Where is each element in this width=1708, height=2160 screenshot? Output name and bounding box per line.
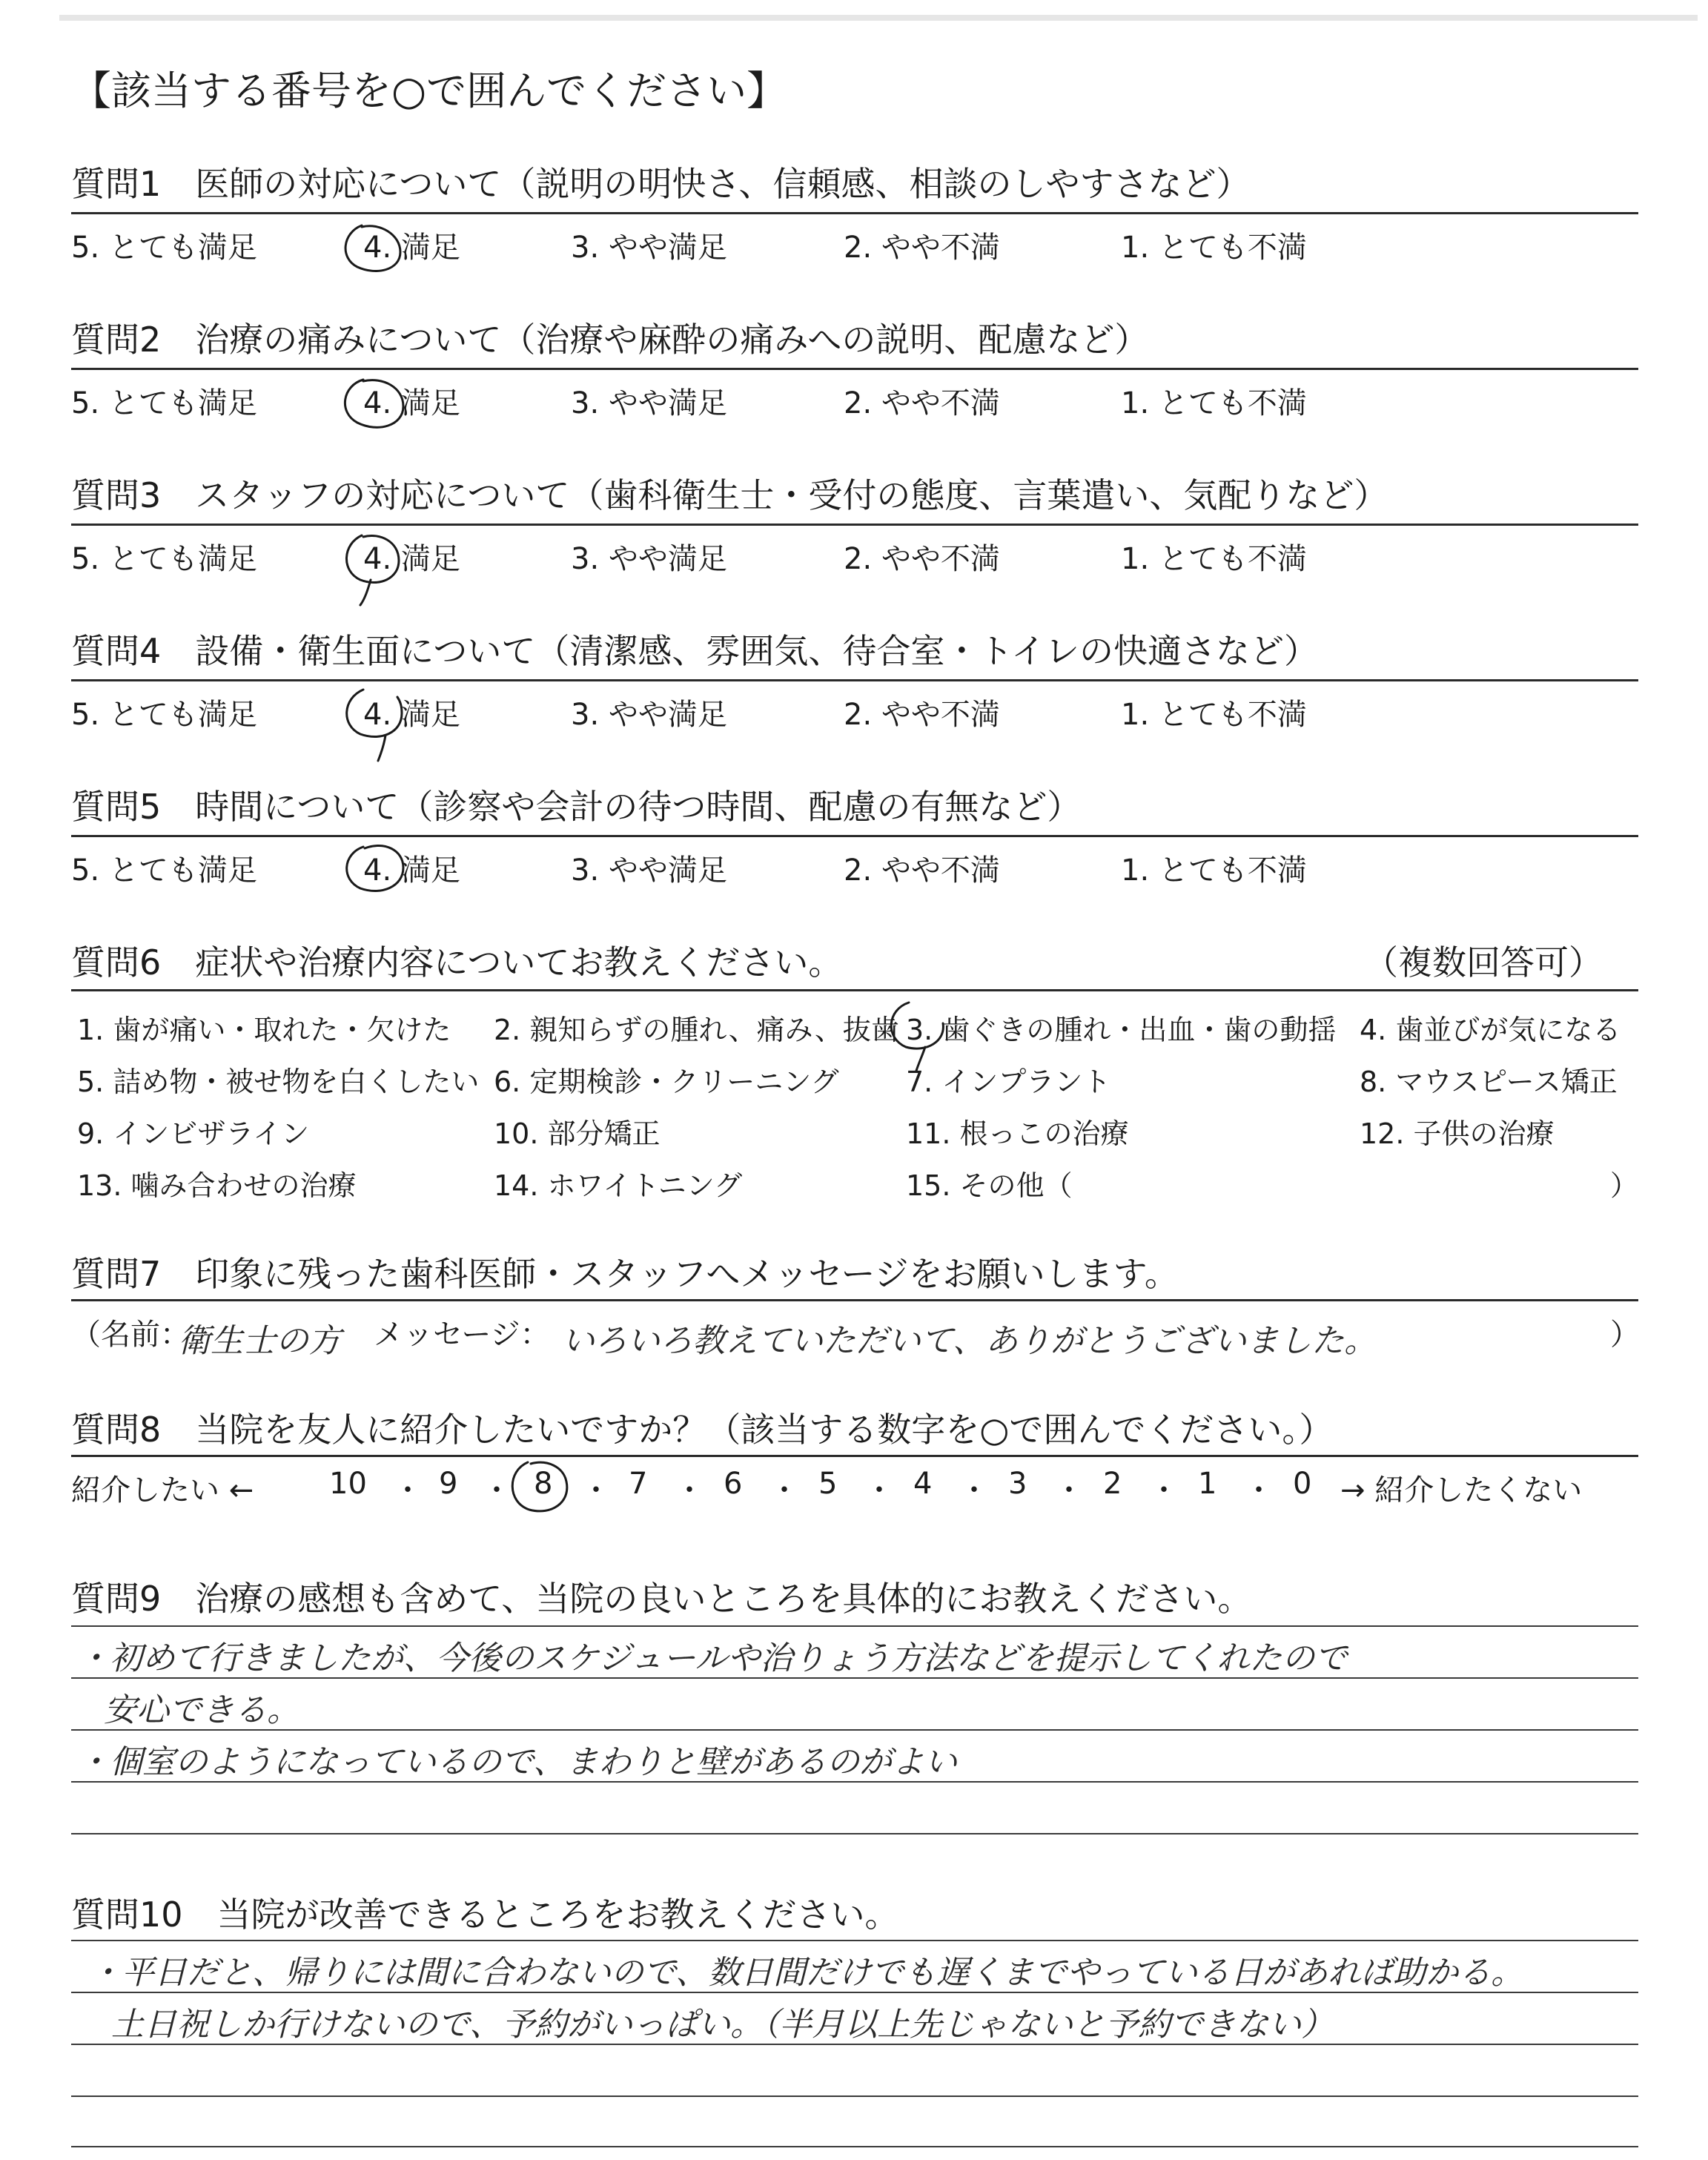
symptom-option[interactable]: 11. 根っこの治療 xyxy=(906,1117,1129,1150)
question-title: 質問4 設備・衛生面について（清潔感、雰囲気、待合室・トイレの快適さなど） xyxy=(71,631,1319,671)
divider xyxy=(71,368,1638,370)
answer-line xyxy=(71,1677,1638,1679)
score-8[interactable]: 8 xyxy=(534,1467,553,1501)
answer-handwritten-line[interactable]: ・初めて行きましたが、今後のスケジュールや治りょう方法などを提示してくれたので xyxy=(77,1639,1348,1677)
answer-handwritten-line[interactable]: ・平日だと、帰りには間に合わないので、数日間だけでも遅くまでやっている日があれば助かる。 xyxy=(89,1954,1524,1992)
divider xyxy=(71,679,1638,681)
multiple-answer-note: （複数回答可） xyxy=(1364,942,1603,982)
option-1[interactable]: 1. とても不満 xyxy=(1121,231,1307,265)
page-header: 【該当する番号を○で囲んでください】 xyxy=(71,67,787,114)
symptom-option[interactable]: 14. ホワイトニング xyxy=(494,1169,743,1202)
other-close-paren: ） xyxy=(1610,1169,1639,1202)
divider xyxy=(71,835,1638,837)
question-title: 質問6 症状や治療内容についてお教えください。 xyxy=(71,942,843,982)
option-2[interactable]: 2. やや不満 xyxy=(844,698,1000,732)
symptom-option[interactable]: 13. 噛み合わせの治療 xyxy=(77,1169,357,1202)
answer-line xyxy=(71,1833,1638,1834)
recommend-right-label: → 紹介したくない xyxy=(1340,1473,1583,1507)
answer-handwritten-line[interactable]: 安心できる。 xyxy=(104,1691,299,1729)
divider xyxy=(71,212,1638,214)
score-0[interactable]: 0 xyxy=(1293,1467,1312,1501)
question-title: 質問10 当院が改善できるところをお教えください。 xyxy=(71,1895,899,1935)
dot-separator: ・ xyxy=(959,1473,989,1507)
symptom-option[interactable]: 12. 子供の治療 xyxy=(1360,1117,1555,1150)
option-1[interactable]: 1. とても不満 xyxy=(1121,542,1307,576)
option-4[interactable]: 4. 満足 xyxy=(363,386,460,420)
answer-line xyxy=(71,1625,1638,1627)
option-5[interactable]: 5. とても満足 xyxy=(71,853,257,888)
option-3[interactable]: 3. やや満足 xyxy=(571,853,727,888)
option-5[interactable]: 5. とても満足 xyxy=(71,386,257,420)
symptom-option[interactable]: 7. インプラント xyxy=(906,1066,1111,1098)
divider xyxy=(71,1299,1638,1301)
score-3[interactable]: 3 xyxy=(1008,1467,1027,1501)
name-label: （名前： xyxy=(71,1318,190,1352)
score-9[interactable]: 9 xyxy=(439,1467,458,1501)
option-4[interactable]: 4. 満足 xyxy=(363,853,460,888)
question-title: 質問3 スタッフの対応について（歯科衛生士・受付の態度、言葉遣い、気配りなど） xyxy=(71,475,1388,515)
answer-line xyxy=(71,1729,1638,1731)
question-title: 質問8 当院を友人に紹介したいですか？（該当する数字を○で囲んでください。） xyxy=(71,1410,1334,1450)
symptom-option[interactable]: 4. 歯並びが気になる xyxy=(1360,1014,1621,1046)
symptom-option[interactable]: 9. インビザライン xyxy=(77,1117,310,1150)
score-1[interactable]: 1 xyxy=(1198,1467,1217,1501)
answer-line xyxy=(71,2146,1638,2147)
option-5[interactable]: 5. とても満足 xyxy=(71,698,257,732)
divider xyxy=(71,1455,1638,1457)
option-3[interactable]: 3. やや満足 xyxy=(571,542,727,576)
score-10[interactable]: 10 xyxy=(329,1467,367,1501)
message-handwritten[interactable]: いろいろ教えていただいて、ありがとうございました。 xyxy=(562,1322,1377,1360)
score-7[interactable]: 7 xyxy=(629,1467,648,1501)
answer-line xyxy=(71,2044,1638,2045)
symptom-option[interactable]: 10. 部分矯正 xyxy=(494,1117,661,1150)
option-1[interactable]: 1. とても不満 xyxy=(1121,386,1307,420)
score-2[interactable]: 2 xyxy=(1103,1467,1122,1501)
dot-separator: ・ xyxy=(1244,1473,1274,1507)
option-2[interactable]: 2. やや不満 xyxy=(844,853,1000,888)
answer-line xyxy=(71,1940,1638,1941)
question-title: 質問1 医師の対応について（説明の明快さ、信頼感、相談のしやすさなど） xyxy=(71,164,1251,204)
option-2[interactable]: 2. やや不満 xyxy=(844,386,1000,420)
answer-handwritten-line[interactable]: ・個室のようになっているので、まわりと壁があるのがよい xyxy=(77,1743,958,1781)
symptom-option-other[interactable]: 15. その他（ xyxy=(906,1169,1073,1202)
answer-handwritten-line[interactable]: 土日祝しか行けないので、予約がいっぱい。（半月以上先じゃないと予約できない） xyxy=(111,2006,1334,2044)
question-title: 質問5 時間について（診察や会計の待つ時間、配慮の有無など） xyxy=(71,787,1082,827)
question-title: 質問9 治療の感想も含めて、当院の良いところを具体的にお教えください。 xyxy=(71,1579,1252,1619)
recommend-left-label: 紹介したい ← xyxy=(71,1473,254,1507)
symptom-option[interactable]: 5. 詰め物・被せ物を白くしたい xyxy=(77,1066,480,1098)
divider xyxy=(71,989,1638,991)
option-5[interactable]: 5. とても満足 xyxy=(71,542,257,576)
option-5[interactable]: 5. とても満足 xyxy=(71,231,257,265)
answer-line xyxy=(71,1992,1638,1993)
symptom-option[interactable]: 3. 歯ぐきの腫れ・出血・歯の動揺 xyxy=(906,1014,1337,1046)
dot-separator: ・ xyxy=(581,1473,611,1507)
name-handwritten[interactable]: 衛生士の方 xyxy=(178,1322,341,1360)
scan-edge xyxy=(59,15,1698,21)
option-4[interactable]: 4. 満足 xyxy=(363,542,460,576)
option-4[interactable]: 4. 満足 xyxy=(363,231,460,265)
dot-separator: ・ xyxy=(675,1473,704,1507)
option-2[interactable]: 2. やや不満 xyxy=(844,231,1000,265)
answer-line xyxy=(71,1781,1638,1783)
question-title: 質問2 治療の痛みについて（治療や麻酔の痛みへの説明、配慮など） xyxy=(71,320,1149,360)
dot-separator: ・ xyxy=(769,1473,799,1507)
dot-separator: ・ xyxy=(1054,1473,1084,1507)
symptom-option[interactable]: 1. 歯が痛い・取れた・欠けた xyxy=(77,1014,451,1046)
message-label: メッセージ： xyxy=(374,1318,550,1352)
score-5[interactable]: 5 xyxy=(818,1467,838,1501)
option-2[interactable]: 2. やや不満 xyxy=(844,542,1000,576)
option-1[interactable]: 1. とても不満 xyxy=(1121,853,1307,888)
option-1[interactable]: 1. とても不満 xyxy=(1121,698,1307,732)
symptom-option[interactable]: 2. 親知らずの腫れ、痛み、抜歯 xyxy=(494,1014,899,1046)
divider xyxy=(71,524,1638,526)
option-3[interactable]: 3. やや満足 xyxy=(571,698,727,732)
option-3[interactable]: 3. やや満足 xyxy=(571,231,727,265)
dot-separator: ・ xyxy=(864,1473,894,1507)
option-3[interactable]: 3. やや満足 xyxy=(571,386,727,420)
dot-separator: ・ xyxy=(1149,1473,1179,1507)
dot-separator: ・ xyxy=(393,1473,423,1507)
option-4[interactable]: 4. 満足 xyxy=(363,698,460,732)
score-4[interactable]: 4 xyxy=(913,1467,933,1501)
answer-line xyxy=(71,2095,1638,2097)
dot-separator: ・ xyxy=(482,1473,512,1507)
message-close-paren: ） xyxy=(1610,1318,1640,1352)
score-6[interactable]: 6 xyxy=(724,1467,743,1501)
question-title: 質問7 印象に残った歯科医師・スタッフへメッセージをお願いします。 xyxy=(71,1254,1179,1294)
symptom-option[interactable]: 8. マウスピース矯正 xyxy=(1360,1066,1618,1098)
symptom-option[interactable]: 6. 定期検診・クリーニング xyxy=(494,1066,839,1098)
